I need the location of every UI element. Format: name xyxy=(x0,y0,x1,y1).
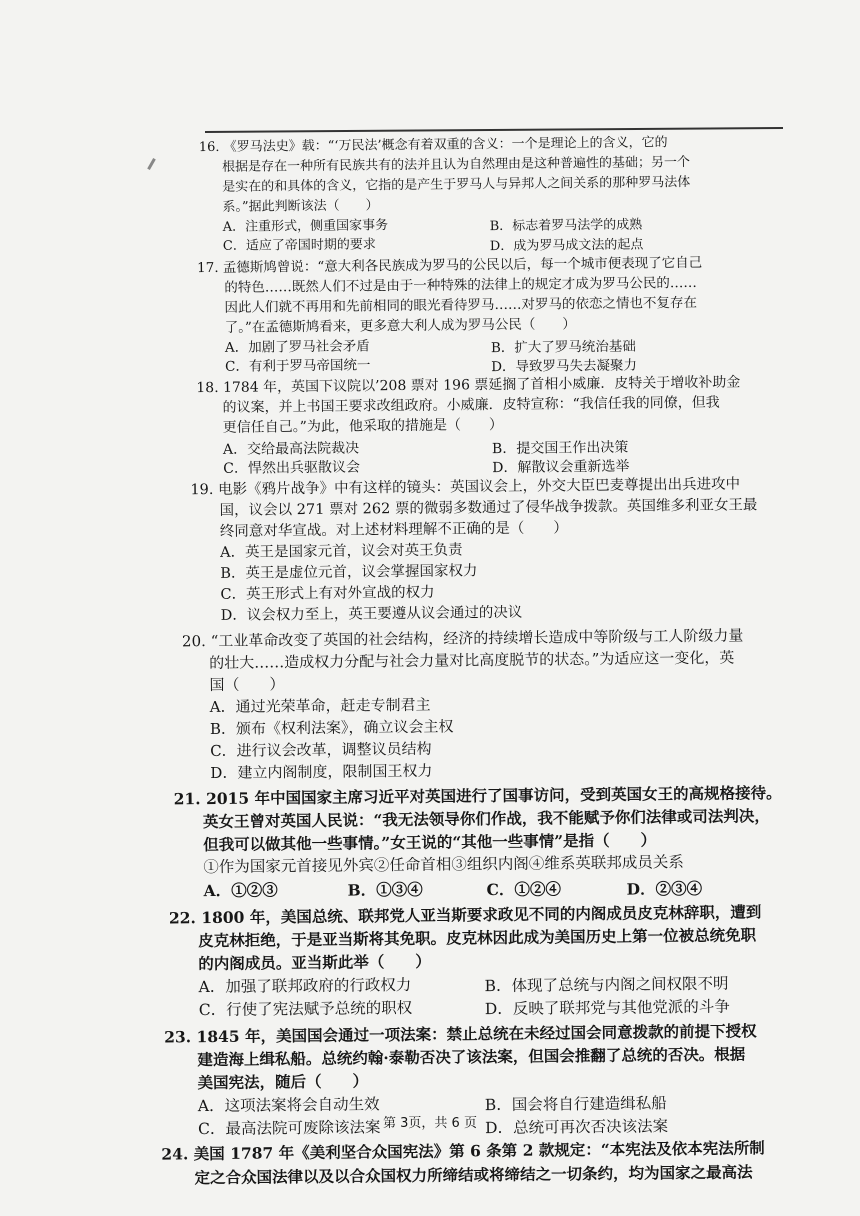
question-number: 16. xyxy=(198,139,220,156)
option-c[interactable]: C．进行议会改革，调整议员结构 xyxy=(210,739,432,761)
question-list xyxy=(0,131,860,1192)
question-line: 美国宪法，随后（ ） xyxy=(197,1071,369,1093)
option-a[interactable]: A．交给最高法院裁决 xyxy=(222,440,360,458)
option-c[interactable]: C．①②④ xyxy=(486,879,562,900)
question-line: 定之合众国法律以及以合众国权力所缔结或将缔结之一切条约，均为国家之最高法 xyxy=(194,1162,753,1188)
option-d[interactable]: D．总统可再次否决该法案 xyxy=(485,1117,669,1138)
question-line: ①作为国家元首接见外宾②任命首相③组织内阁④维系英联邦成员关系 xyxy=(203,853,684,877)
question-number: 19. xyxy=(190,481,214,499)
question-line: 2015 年中国国家主席习近平对英国进行了国事访问，受到英国女王的高规格接待。 xyxy=(205,783,782,809)
option-b[interactable]: B．扩大了罗马统治基础 xyxy=(490,338,636,357)
question-line: 因此人们就不再用和先前相同的眼光看待罗马……对罗马的依恋之情也不复存在 xyxy=(224,294,698,316)
question-16 xyxy=(0,131,855,260)
option-d[interactable]: D．议会权力至上，英王要遵从议会通过的决议 xyxy=(220,604,523,624)
question-number: 17. xyxy=(197,259,219,277)
question-line: “工业革命改变了英国的社会结构，经济的持续增长造成中等阶级与工人阶级力量 xyxy=(210,626,744,651)
option-c[interactable]: C．有利于罗马帝国统一 xyxy=(225,357,371,375)
option-a[interactable]: A．通过光荣革命，赶走专制君主 xyxy=(209,695,431,717)
question-line: 国，议会以 271 票对 262 票的微弱多数通过了侵华战争拨款。英国维多利亚女王最 xyxy=(219,497,758,519)
question-number: 18. xyxy=(196,379,219,397)
question-line: 终同意对华宣战。对上述材料理解不正确的是（ ） xyxy=(219,520,568,540)
option-a[interactable]: A．英王是国家元首，议会对英王负责 xyxy=(219,542,463,561)
option-b[interactable]: B．体现了总统与内阁之间权限不明 xyxy=(484,974,729,996)
question-19 xyxy=(0,473,859,629)
question-line: 是实在的和具体的含义，它指的是产生于罗马人与异邦人之间关系的那种罗马法体 xyxy=(222,174,691,195)
option-a[interactable]: A．这项法案将会自动生效 xyxy=(197,1095,380,1116)
option-b[interactable]: B．提交国王作出决策 xyxy=(491,439,629,458)
question-line: 皮克林拒绝，于是亚当斯将其免职。皮克林因此成为美国历史上第一位被总统免职 xyxy=(198,925,757,951)
question-line: 的壮大……造成权力分配与社会力量对比高度脱节的状态。”为适应这一变化，英 xyxy=(209,648,735,673)
option-d[interactable]: D．成为罗马成文法的起点 xyxy=(489,237,644,255)
question-line: 英女王曾对英国人民说：“我无法领导你们作战，我不能赋予你们法律或司法判决， xyxy=(202,806,770,832)
question-22 xyxy=(2,899,860,1025)
option-a[interactable]: A．注重形式，侧重国家事务 xyxy=(222,218,389,235)
option-d[interactable]: D．建立内阁制度，限制国王权力 xyxy=(210,761,433,783)
question-line: 根据是存在一种所有民族共有的法并且认为自然理由是这种普遍性的基础；另一个 xyxy=(221,154,691,175)
option-b[interactable]: B．国会将自行建造缉私船 xyxy=(484,1094,667,1115)
option-a[interactable]: A．加强了联邦政府的行政权力 xyxy=(198,975,412,997)
question-line: 《罗马法史》载：“‘万民法’概念有着双重的含义：一个是理论上的含义，它的 xyxy=(223,135,668,155)
question-line: 的特色……既然人们不过是由于一种特殊的法律上的规定才成为罗马公民的…… xyxy=(224,274,697,296)
question-line: 系。”据此判断该法（ ） xyxy=(222,198,379,215)
option-c[interactable]: C．最高法院可废除该法案 xyxy=(198,1118,381,1139)
question-number: 24. xyxy=(161,1144,189,1164)
question-line: 的内阁成员。亚当斯此举（ ） xyxy=(198,951,431,974)
option-d[interactable]: D．解散议会重新选举 xyxy=(492,458,630,477)
option-a[interactable]: A．加剧了罗马社会矛盾 xyxy=(224,338,370,356)
question-line: 孟德斯鸠曾说：“意大利各民族成为罗马的公民以后，每一个城市便表现了它自己 xyxy=(222,254,703,276)
question-number: 23. xyxy=(164,1027,192,1047)
question-18 xyxy=(0,371,857,482)
option-d[interactable]: D．导致罗马失去凝聚力 xyxy=(491,357,638,376)
option-b[interactable]: B．标志着罗马法学的成熟 xyxy=(489,217,643,235)
option-c[interactable]: C．行使了宪法赋予总统的职权 xyxy=(198,998,413,1020)
question-20 xyxy=(0,623,860,786)
question-number: 22. xyxy=(168,908,196,928)
question-line: 了。”在孟德斯鸠看来，更多意大利人成为罗马公民（ ） xyxy=(224,316,576,336)
question-line: 建造海上缉私船。总统约翰·泰勒否决了该法案，但国会推翻了总统的否决。根据 xyxy=(197,1044,746,1070)
page-footer: 第 3页，共 6 页 xyxy=(383,1116,477,1131)
option-d[interactable]: D．反映了联邦党与其他党派的斗争 xyxy=(484,997,730,1019)
option-a[interactable]: A．①②③ xyxy=(203,880,278,901)
question-line: 电影《鸦片战争》中有这样的镜头：英国议会上，外交大臣巴麦尊提出出兵进攻中 xyxy=(218,476,741,498)
question-number: 21. xyxy=(173,789,201,809)
question-line: 的议案，并上书国王要求改组政府。小威廉．皮特宣称：“我信任我的同僚，但我 xyxy=(222,394,720,416)
option-c[interactable]: C．悍然出兵驱散议会 xyxy=(223,459,360,477)
option-c[interactable]: C．适应了帝国时期的要求 xyxy=(222,237,376,254)
question-21 xyxy=(1,780,860,905)
option-d[interactable]: D．②③④ xyxy=(626,878,703,899)
question-line: 但我可以做其他一些事情。”女王说的“其他一些事情”是指（ ） xyxy=(203,830,657,855)
question-line: 美国 1787 年《美利坚合众国宪法》第 6 条第 2 款规定：“本宪法及依本宪法所制 xyxy=(193,1138,765,1164)
option-b[interactable]: B．英王是虚位元首，议会掌握国家权力 xyxy=(220,563,478,582)
question-17 xyxy=(0,251,856,380)
question-line: 1845 年，美国国会通过一项法案：禁止总统在未经过国会同意拨款的前提下授权 xyxy=(196,1021,757,1047)
question-line: 更信任自己。”为此，他采取的措施是（ ） xyxy=(222,416,503,436)
question-number: 20. xyxy=(181,632,206,651)
question-line: 1784 年，英国下议院以’208 票对 196 票延搁了首相小威廉．皮特关于增收补助金 xyxy=(222,374,741,396)
option-b[interactable]: B．颁布《权利法案》，确立议会主权 xyxy=(209,717,454,739)
option-b[interactable]: B．①③④ xyxy=(347,879,423,900)
question-line: 1800 年，美国总统、联邦党人亚当斯要求政见不同的内阁成员皮克林辞职，遭到 xyxy=(201,902,762,928)
option-c[interactable]: C．英王形式上有对外宣战的权力 xyxy=(220,584,435,603)
question-24 xyxy=(4,1135,860,1192)
question-line: 国（ ） xyxy=(209,675,285,695)
